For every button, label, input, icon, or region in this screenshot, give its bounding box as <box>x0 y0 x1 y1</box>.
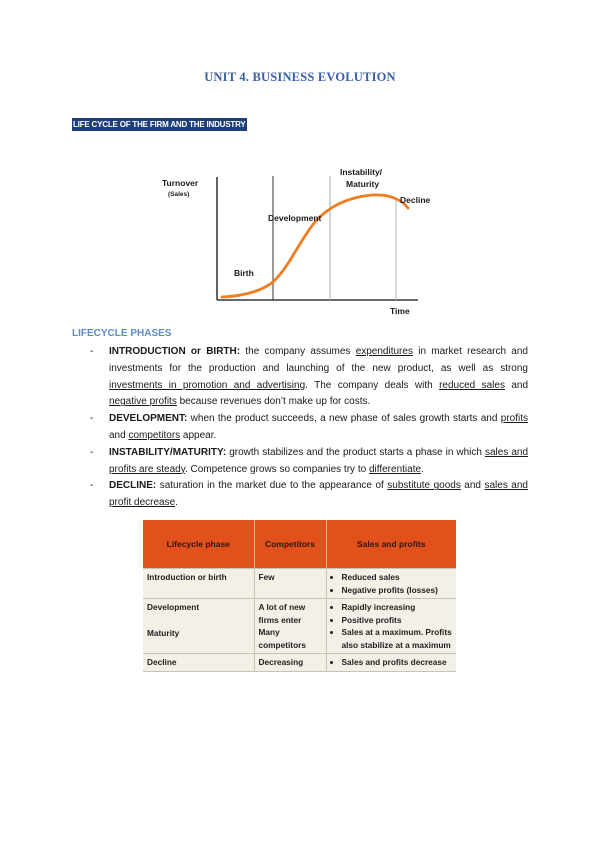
table-header-competitors: Competitors <box>254 520 326 569</box>
table-cell-phase: Decline <box>143 654 254 672</box>
lifecycle-chart <box>150 160 450 320</box>
table-cell-phase: Introduction or birth <box>143 569 254 599</box>
table-row <box>143 654 456 672</box>
phase-label-instability: Instability/ <box>340 167 383 177</box>
table-cell-sales: • Reduced sales • Negative profits (losses) <box>326 569 456 599</box>
y-axis-label: Turnover <box>162 178 199 188</box>
phases-list <box>90 344 528 512</box>
page-title: UNIT 4. BUSINESS EVOLUTION <box>204 70 396 84</box>
phase-label-maturity: Maturity <box>346 179 380 189</box>
lifecycle-curve <box>222 195 408 297</box>
table-cell-phase: Development Maturity <box>143 599 254 654</box>
y-axis-sublabel: (Sales) <box>168 191 190 198</box>
x-axis-label: Time <box>390 306 410 316</box>
table-header-sales: Sales and profits <box>326 520 456 569</box>
phase-label-decline: Decline <box>400 195 431 205</box>
table-cell-competitors: A lot of new firms enter Many competitors <box>254 599 326 654</box>
lifecycle-phases-heading: LIFECYCLE PHASES <box>72 328 172 339</box>
list-item-maturity: - INSTABILITY/MATURITY: growth stabilizes and the product starts a phase in which sales and profits are steady. Competence grows so companies try to differentiate. <box>90 446 529 475</box>
table-row <box>143 599 456 654</box>
table-cell-competitors: Few <box>254 569 326 599</box>
table-header-row <box>143 520 456 569</box>
list-item-introduction: - INTRODUCTION or BIRTH: the company assumes expenditures in market research and investments for the production and launching of the new product, as well as strong investments in promotion and advertising. The company deals with reduced sales and negative profits because revenues don’t make up for costs. <box>90 346 529 408</box>
table-header-phase: Lifecycle phase <box>143 520 254 569</box>
list-item-decline: - DECLINE: saturation in the market due to the appearance of substitute goods and sales and profit decrease. <box>90 480 528 509</box>
phase-label-development: Development <box>268 213 322 223</box>
phase-label-birth: Birth <box>234 268 254 278</box>
lifecycle-table <box>143 520 456 672</box>
table-cell-competitors: Decreasing <box>254 654 326 672</box>
list-item-development: - DEVELOPMENT: when the product succeeds, a new phase of sales growth starts and profits and competitors appear. <box>90 413 528 441</box>
table-cell-sales: • Rapidly increasing • Positive profits • Sales at a maximum. Profits also stabilize at a maximum <box>326 599 456 654</box>
table-row <box>143 569 456 599</box>
section-subheading: LIFE CYCLE OF THE FIRM AND THE INDUSTRY <box>73 120 246 129</box>
table-cell-sales: • Sales and profits decrease <box>326 654 456 672</box>
